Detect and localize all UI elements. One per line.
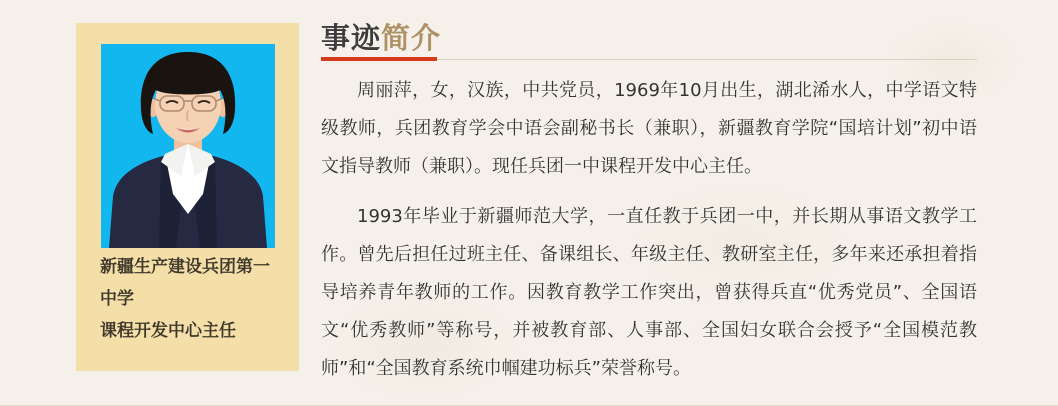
profile-organization: 新疆生产建设兵团第一中学 <box>100 257 270 309</box>
biography-paragraph-2: 1993年毕业于新疆师范大学，一直任教于兵团一中，并长期从事语文教学工作。曾先后担任过班主任、备课组长、年级主任、教研室主任，多年来还承担着指导培养青年教师的工作。因教育教学工作突出，曾获得兵直“优秀党员”、全国语文“优秀教师”等称号，并被教育部、人事部、全国妇女联合会授予“全国模范教师”和“全国教育系统巾帼建功标兵”荣誉称号。 <box>321 206 977 379</box>
section-title-dark: 事迹 <box>321 21 382 55</box>
content-column <box>321 0 977 400</box>
section-header <box>321 22 977 61</box>
portrait-photo <box>101 44 275 248</box>
biography-text <box>321 61 977 388</box>
section-title <box>321 22 977 54</box>
profile-card <box>76 23 299 371</box>
biography-paragraph-1: 周丽萍，女，汉族，中共党员，1969年10月出生，湖北浠水人，中学语文特级教师，兵团教育学会中语会副秘书长（兼职），新疆教育学院“国培计划”初中语文指导教师（兼职）。现任兵团一中课程开发中心主任。 <box>321 80 977 177</box>
section-title-gold: 简介 <box>381 21 442 55</box>
profile-role: 课程开发中心主任 <box>100 321 236 341</box>
profile-caption <box>100 251 283 347</box>
title-rule <box>321 57 977 61</box>
title-rule-thin-line <box>437 59 977 60</box>
portrait-photo-graphic <box>101 44 275 248</box>
title-rule-red-segment <box>321 57 437 61</box>
